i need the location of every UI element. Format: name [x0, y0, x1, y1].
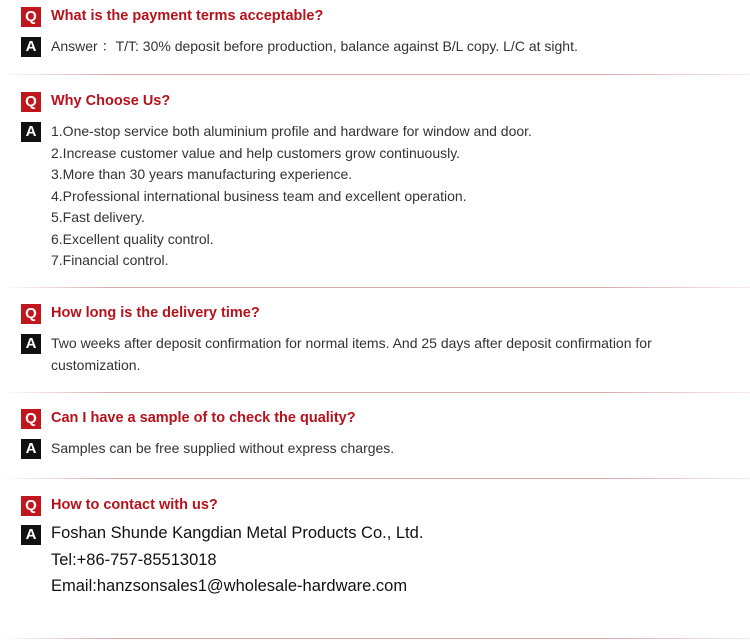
- question-text: How long is the delivery time?: [51, 305, 260, 321]
- company-name: Foshan Shunde Kangdian Metal Products Co., Ltd.: [51, 524, 424, 542]
- answer-text: [51, 438, 394, 460]
- answer-line: 6.Excellent quality control.: [51, 230, 214, 247]
- divider: [0, 392, 750, 393]
- question-badge: Q: [21, 92, 41, 112]
- answer-line: 2.Increase customer value and help customers grow continuously.: [51, 144, 461, 161]
- answer-line: customization.: [51, 356, 141, 373]
- answer-line: 4.Professional international business team and excellent operation.: [51, 187, 467, 204]
- question-badge: Q: [21, 304, 41, 324]
- question-badge: Q: [21, 7, 41, 27]
- answer-line: 3.More than 30 years manufacturing experience.: [51, 166, 353, 182]
- answer-text: [51, 36, 578, 58]
- question-text: What is the payment terms acceptable?: [51, 8, 324, 24]
- answer-badge: A: [21, 37, 41, 57]
- answer-line: Samples can be free supplied without express charges.: [51, 440, 395, 456]
- answer-text: [51, 520, 423, 600]
- question-badge: Q: [21, 409, 41, 429]
- answer-badge: A: [21, 439, 41, 459]
- divider: [0, 287, 750, 288]
- divider: [0, 74, 750, 75]
- answer-line: 5.Fast delivery.: [51, 209, 145, 225]
- question-text: Can I have a sample of to check the quality?: [51, 410, 356, 426]
- question-badge: Q: [21, 496, 41, 516]
- contact-phone: Tel:+86-757-85513018: [51, 550, 217, 569]
- answer-line: Two weeks after deposit confirmation for normal items. And 25 days after deposit confirmation for: [51, 335, 652, 351]
- answer-badge: A: [21, 122, 41, 142]
- answer-line: 7.Financial control.: [51, 252, 169, 268]
- answer-line: Answer ：T/T: 30% deposit before production, balance against B/L copy. L/C at sight.: [51, 38, 578, 54]
- answer-line: 1.One-stop service both aluminium profile and hardware for window and door.: [51, 123, 532, 139]
- answer-badge: A: [21, 525, 41, 545]
- answer-text: [51, 333, 652, 376]
- answer-badge: A: [21, 334, 41, 354]
- contact-email: Email:hanzsonsales1@wholesale-hardware.com: [51, 577, 408, 595]
- question-text: How to contact with us?: [51, 497, 218, 513]
- answer-text: [51, 121, 532, 272]
- divider: [0, 478, 750, 479]
- divider: [0, 638, 750, 639]
- question-text: Why Choose Us?: [51, 93, 171, 109]
